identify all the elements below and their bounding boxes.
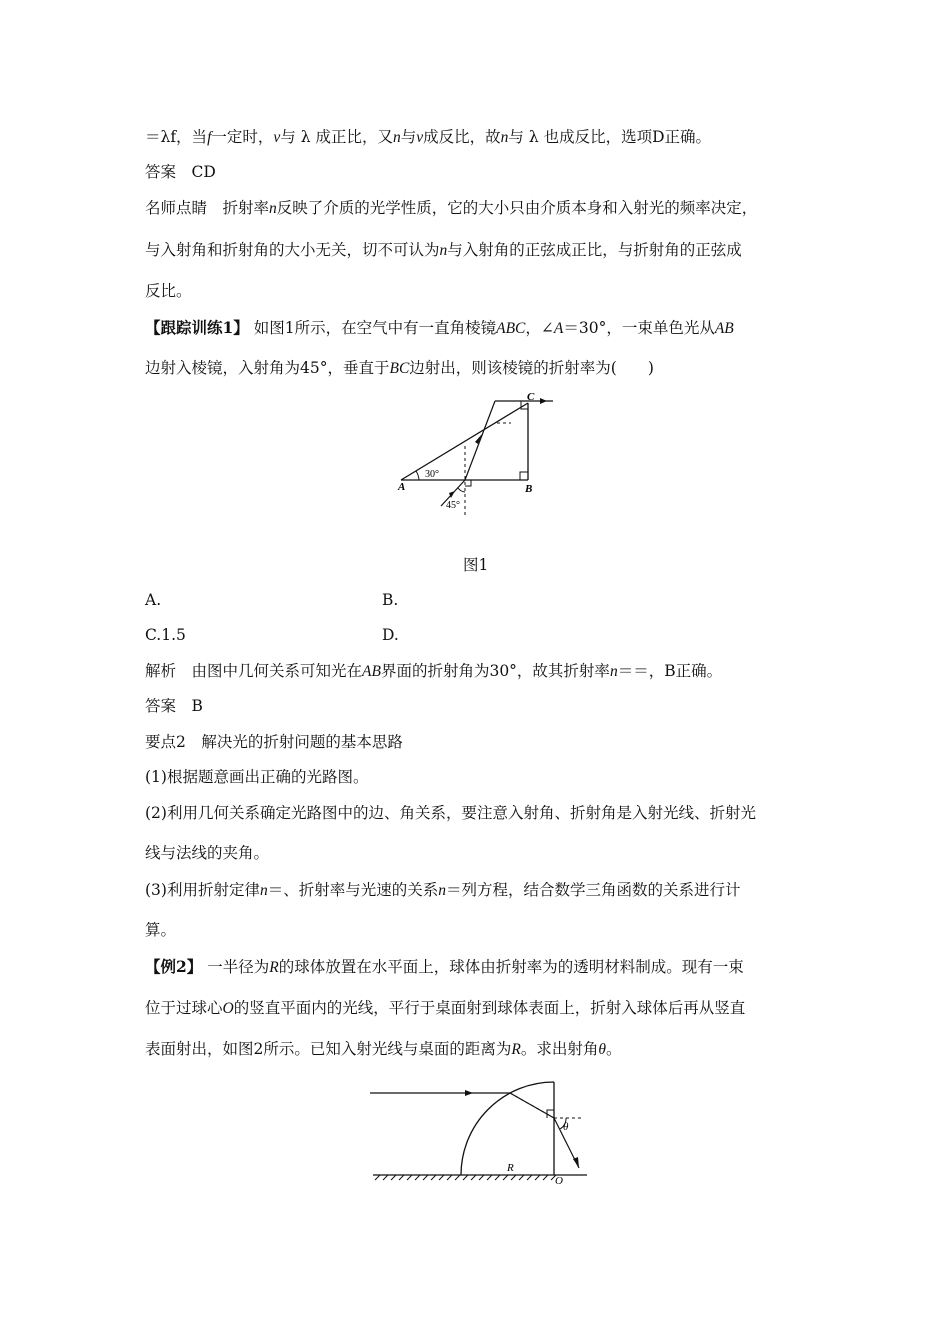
var-v: v	[273, 129, 281, 146]
point2-item2-line1: (2)利用几何关系确定光路图中的边、角关系，要注意入射角、折射角是入射光线、折射光	[145, 804, 756, 822]
label-r: R	[507, 1162, 514, 1174]
var-bc: BC	[389, 360, 410, 377]
text-span: (3)利用折射定律	[145, 881, 260, 899]
exercise1-line1	[145, 318, 734, 339]
label-a: A	[398, 481, 406, 493]
var-n: n	[259, 882, 268, 899]
side-ac	[401, 403, 528, 480]
var-theta: θ	[598, 1041, 606, 1058]
text-span: 。求出射角	[520, 1040, 599, 1058]
example2-line1	[145, 957, 744, 978]
text-span: ＝＝，B正确。	[617, 662, 723, 680]
text-span: 边射出，则该棱镜的折射率为( )	[409, 359, 654, 377]
label-45-degrees: 45°	[446, 500, 460, 511]
example2-line3	[145, 1039, 622, 1060]
text-span: 名师点睛 折射率	[145, 199, 270, 217]
text-span: ，∠	[525, 319, 554, 337]
exercise-label: 【跟踪训练1】	[145, 318, 249, 337]
point2-item3-line1	[145, 880, 741, 901]
var-n: n	[392, 129, 401, 146]
text-span: ＝λf，当	[145, 128, 208, 146]
table-hatching	[375, 1175, 556, 1180]
text-span: 界面的折射角为30°，故其折射率	[380, 662, 610, 680]
example2-line2	[145, 998, 745, 1019]
text-span: 与入射角和折射角的大小无关，切不可认为	[145, 241, 440, 259]
label-o: O	[555, 1175, 563, 1187]
text-span: 边射入棱镜，入射角为45°，垂直于	[145, 359, 390, 377]
text-span: 解析 由图中几何关系可知光在	[145, 662, 363, 680]
text-span: 的球体放置在水平面上，球体由折射率为的透明材料制成。现有一束	[278, 958, 744, 976]
var-ab: AB	[714, 320, 734, 337]
text-span: 如图1所示，在空气中有一直角棱镜	[253, 319, 497, 337]
var-v: v	[416, 129, 424, 146]
tip-line1	[145, 198, 757, 219]
text-span: 与入射角的正弦成正比，与折射角的正弦成	[447, 241, 742, 259]
analysis1-line	[145, 661, 722, 682]
text-span: 表面射出，如图2所示。已知入射光线与桌面的距离为	[145, 1040, 512, 1058]
right-angle-normal	[465, 480, 471, 486]
option-c: C.1.5	[145, 626, 186, 644]
answer-cd: 答案 CD	[145, 163, 216, 181]
text-span: ＝列方程，结合数学三角函数的关系进行计	[445, 881, 741, 899]
angle-arc-45	[458, 488, 465, 492]
figure2-sphere-diagram	[365, 1080, 595, 1190]
text-span: 与	[400, 128, 417, 146]
text-span: ＝30°，一束单色光从	[563, 319, 715, 337]
var-ab: AB	[362, 663, 381, 680]
var-n: n	[439, 242, 448, 259]
point2-item3-line2: 算。	[145, 921, 177, 939]
answer-b: 答案 B	[145, 697, 203, 715]
angle-arc-a	[416, 471, 419, 480]
var-abc: ABC	[496, 320, 526, 337]
incident-arrow	[465, 1090, 473, 1096]
label-b: B	[525, 483, 533, 495]
text-span: 的竖直平面内的光线，平行于桌面射到球体表面上，折射入球体后再从竖直	[233, 999, 746, 1017]
text-span: 。	[605, 1040, 622, 1058]
point2-item2-line2: 线与法线的夹角。	[145, 844, 270, 862]
var-o: O	[222, 1000, 234, 1017]
text-span: 位于过球心	[145, 999, 223, 1017]
tip-line3: 反比。	[145, 282, 192, 300]
var-n: n	[438, 882, 446, 899]
text-span: 反映了介质的光学性质，它的大小只由介质本身和入射光的频率决定，	[276, 199, 758, 217]
text-span: 成反比，故	[423, 128, 501, 146]
label-c: C	[527, 391, 535, 403]
exit-arrow	[540, 398, 547, 404]
text-span: 与 λ 也成反比，选项D正确。	[508, 128, 711, 146]
right-angle-b	[520, 472, 528, 480]
exercise1-line2	[145, 358, 654, 379]
option-a: A.	[145, 591, 162, 609]
text-span: 与 λ 成正比，又	[280, 128, 393, 146]
point2-item1: (1)根据题意画出正确的光路图。	[145, 768, 369, 786]
label-30-degrees: 30°	[425, 469, 439, 480]
var-n: n	[269, 200, 277, 217]
para1-line1	[145, 127, 711, 148]
label-theta: θ	[563, 1121, 569, 1133]
var-n: n	[609, 663, 618, 680]
var-r: R	[511, 1041, 521, 1058]
option-b: B.	[382, 591, 399, 609]
exit-arrow	[573, 1157, 579, 1168]
var-r: R	[269, 959, 279, 976]
example-label: 【例2】	[145, 957, 203, 976]
option-d: D.	[382, 626, 399, 644]
figure1-prism-diagram	[385, 390, 565, 520]
tip-line2	[145, 240, 742, 261]
var-n: n	[500, 129, 509, 146]
text-span: 一定时，	[211, 128, 274, 146]
text-span: ＝、折射率与光速的关系	[267, 881, 439, 899]
var-f: f	[207, 129, 212, 146]
refracted-ray	[465, 401, 495, 480]
var-a: A	[553, 320, 564, 337]
text-span: 一半径为	[207, 958, 270, 976]
figure1-caption: 图1	[463, 556, 489, 574]
point2-title: 要点2 解决光的折射问题的基本思路	[145, 733, 403, 751]
